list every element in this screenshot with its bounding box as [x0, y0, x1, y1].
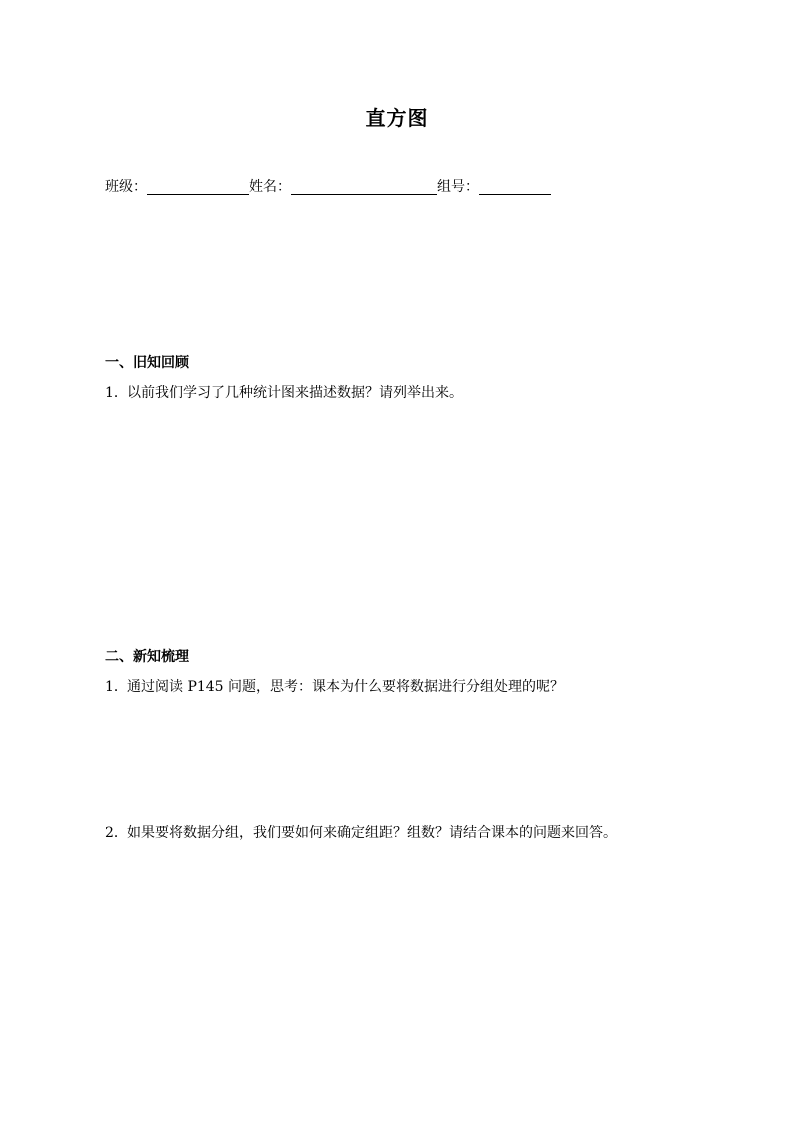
- name-label: 姓名：: [249, 179, 291, 195]
- question-text: 以前我们学习了几种统计图来描述数据？请列举出来。: [127, 385, 463, 401]
- class-blank[interactable]: [147, 178, 249, 195]
- question-number: 2．: [105, 825, 128, 841]
- question-text: 如果要将数据分组，我们要如何来确定组距？组数？请结合课本的问题来回答。: [127, 825, 617, 841]
- question-new-1: [105, 677, 564, 697]
- question-number: 1．: [105, 385, 128, 401]
- question-new-2: [105, 823, 617, 843]
- section-heading-new-knowledge: 二、新知梳理: [105, 649, 189, 665]
- group-label: 组号：: [437, 179, 479, 195]
- student-info-row: [105, 175, 551, 197]
- question-text: 通过阅读 P145 问题，思考：课本为什么要将数据进行分组处理的呢？: [127, 679, 565, 695]
- name-blank[interactable]: [291, 178, 437, 195]
- page-title: 直方图: [365, 106, 429, 130]
- class-label: 班级：: [105, 179, 147, 195]
- section-heading-review: 一、旧知回顾: [105, 355, 189, 371]
- question-number: 1．: [105, 679, 128, 695]
- question-review-1: [105, 383, 463, 403]
- group-blank[interactable]: [479, 178, 551, 195]
